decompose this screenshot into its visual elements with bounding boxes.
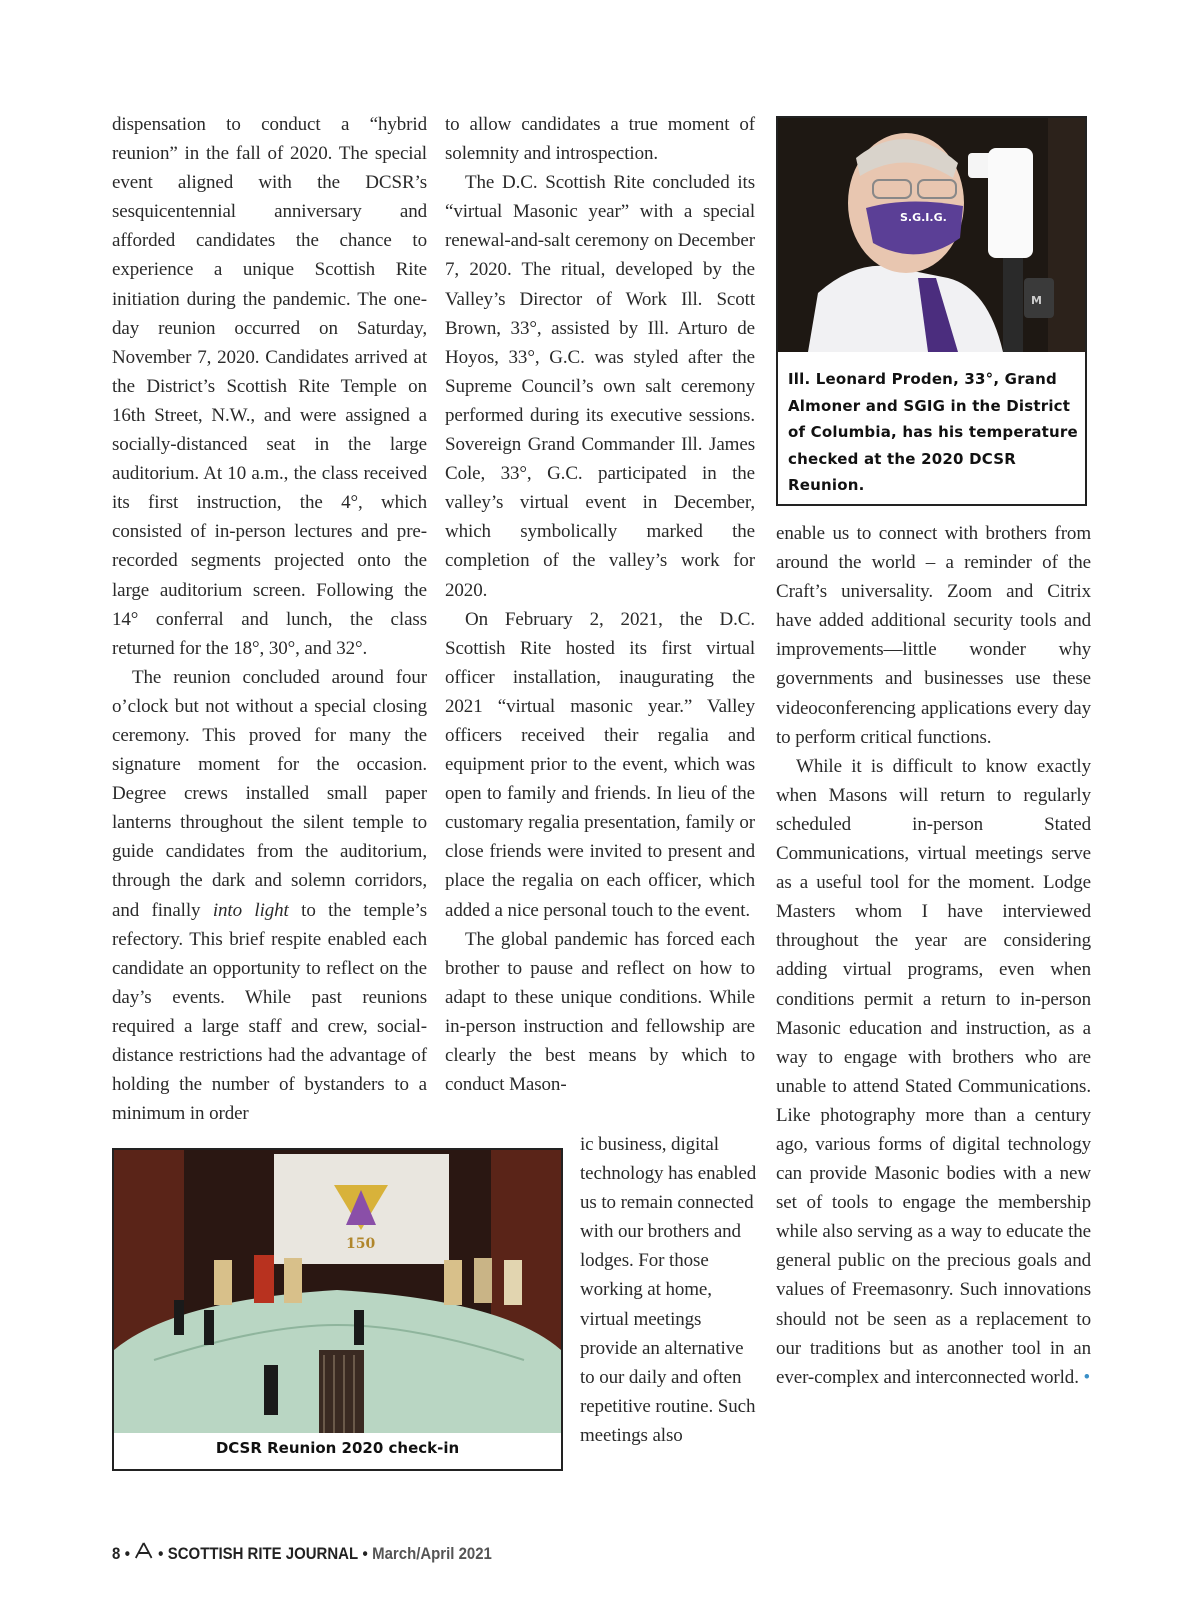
paragraph: The global pandemic has forced each brother to pause and reflect on how to adapt to these unique conditions. While in-person instruction and fellowship are clearly the best means by which to conduct Mason- bbox=[445, 928, 755, 1096]
mask-text: S.G.I.G. bbox=[900, 211, 947, 224]
page-footer bbox=[112, 1542, 492, 1565]
separator-dot: • bbox=[158, 1543, 164, 1563]
photo-caption: Ill. Leonard Proden, 33°, Grand Almoner and SGIG in the District of Columbia, has his temperature checked at the 2020 DCSR Reunion. bbox=[788, 370, 1078, 494]
photo-proden bbox=[778, 118, 1085, 352]
separator-dot: • bbox=[124, 1543, 130, 1563]
page-number: 8 bbox=[112, 1543, 121, 1563]
separator-dot: • bbox=[362, 1543, 368, 1563]
issue-date: March/April 2021 bbox=[372, 1543, 492, 1563]
photo-proden-illustration bbox=[778, 118, 1085, 352]
article-column-2-continued bbox=[580, 1130, 760, 1450]
paragraph: to allow candidates a true moment of solemnity and introspection. bbox=[445, 114, 755, 165]
emphasis-text: into light bbox=[212, 899, 289, 921]
photo-reunion-illustration bbox=[114, 1150, 561, 1433]
end-mark: • bbox=[1083, 1366, 1091, 1388]
screen-text: 150 bbox=[346, 1236, 376, 1252]
paragraph: ic business, digital technology has enabled us to remain connected with our brothers and lodges. For those working at home, virtual meetings provide an alternative to our daily and often repetitive routine. Such meetings also bbox=[580, 1134, 757, 1446]
photo-figure-proden bbox=[776, 116, 1087, 506]
paragraph: dispensation to conduct a “hybrid reunion” in the fall of 2020. The special event aligned with the DCSR’s sesquicentennial anniversary and afforded candidates the chance to experience a unique Scottish Rite initiation during the pandemic. The one-day reunion occurred on Saturday, November 7, 2020. Candidates arrived at the District’s Scottish Rite Temple on 16th Street, N.W., and were assigned a socially-distanced seat in the large auditorium. At 10 a.m., the class received its first instruction, the 4°, which consisted of in-person lectures and pre-recorded segments projected onto the large auditorium screen. Following the 14° conferral and lunch, the class returned for the 18°, 30°, and 32°. bbox=[112, 114, 427, 659]
article-column-1 bbox=[112, 110, 427, 1128]
article-column-3 bbox=[776, 519, 1091, 1392]
photo-reunion bbox=[114, 1150, 561, 1433]
photo-figure-reunion bbox=[112, 1148, 563, 1471]
paragraph-text: While it is difficult to know exactly when Masons will return to regularly scheduled in-person Stated Communications, virtual meetings serve as a useful tool for the moment. Lodge Masters whom I have interviewed throughout the year are considering adding virtual programs, even when conditions permit a return to in-person Masonic education and instruction, as a way to engage with brothers who are unable to attend Stated Communications. Like photography more than a century ago, various forms of digital technology can provide Masonic bodies with a new set of tools to engage the membership while also serving as a way to educate the general public on the precious goals and values of Freemasonry. Such innovations should not be seen as a replacement to our traditions but as another tool in an ever-complex and interconnected world. bbox=[776, 755, 1091, 1388]
paragraph bbox=[112, 663, 427, 1129]
paragraph bbox=[776, 752, 1091, 1392]
tripod-text: M bbox=[1031, 294, 1042, 307]
paragraph-text: to the temple’s refectory. This brief respite enabled each candidate an opportunity to reflect on the day’s events. While past reunions required a large staff and crew, social-distance restrictions had the advantage of holding the number of bystanders to a minimum in order bbox=[112, 899, 427, 1125]
publication-name: SCOTTISH RITE JOURNAL bbox=[167, 1543, 359, 1563]
paragraph: On February 2, 2021, the D.C. Scottish Rite hosted its first virtual officer installation, inaugurating the 2021 “virtual masonic year.” Valley officers received their regalia and equipment prior to the event, which was open to family and friends. In lieu of the customary regalia presentation, family or close friends were invited to present and place the regalia on each officer, which added a nice personal touch to the event. bbox=[445, 608, 755, 921]
paragraph: enable us to connect with brothers from around the world – a reminder of the Craft’s universality. Zoom and Citrix have added additional security tools and improvements—little wonder why governments and businesses use these videoconferencing applications every day to perform critical functions. bbox=[776, 523, 1091, 748]
photo-caption: DCSR Reunion 2020 check-in bbox=[215, 1439, 460, 1457]
article-column-2 bbox=[445, 110, 755, 1099]
paragraph: The D.C. Scottish Rite concluded its “virtual Masonic year” with a special renewal-and-salt ceremony on December 7, 2020. The ritual, developed by the Valley’s Director of Work Ill. Scott Brown, 33°, assisted by Ill. Arturo de Hoyos, 33°, G.C. was styled after the Supreme Council’s own salt ceremony performed during its executive sessions. Sovereign Grand Commander Ill. James Cole, 33°, G.C. participated in the valley’s virtual event in December, which symbolically marked the completion of the valley’s work for 2020. bbox=[445, 172, 755, 601]
paragraph-text: The reunion concluded around four o’clock but not without a special closing ceremony. This proved for many the signature moment for the occasion. Degree crews installed small paper lanterns throughout the silent temple to guide candidates from the auditorium, through the dark and solemn corridors, and finally bbox=[112, 666, 427, 921]
masonic-emblem-icon bbox=[134, 1542, 153, 1565]
